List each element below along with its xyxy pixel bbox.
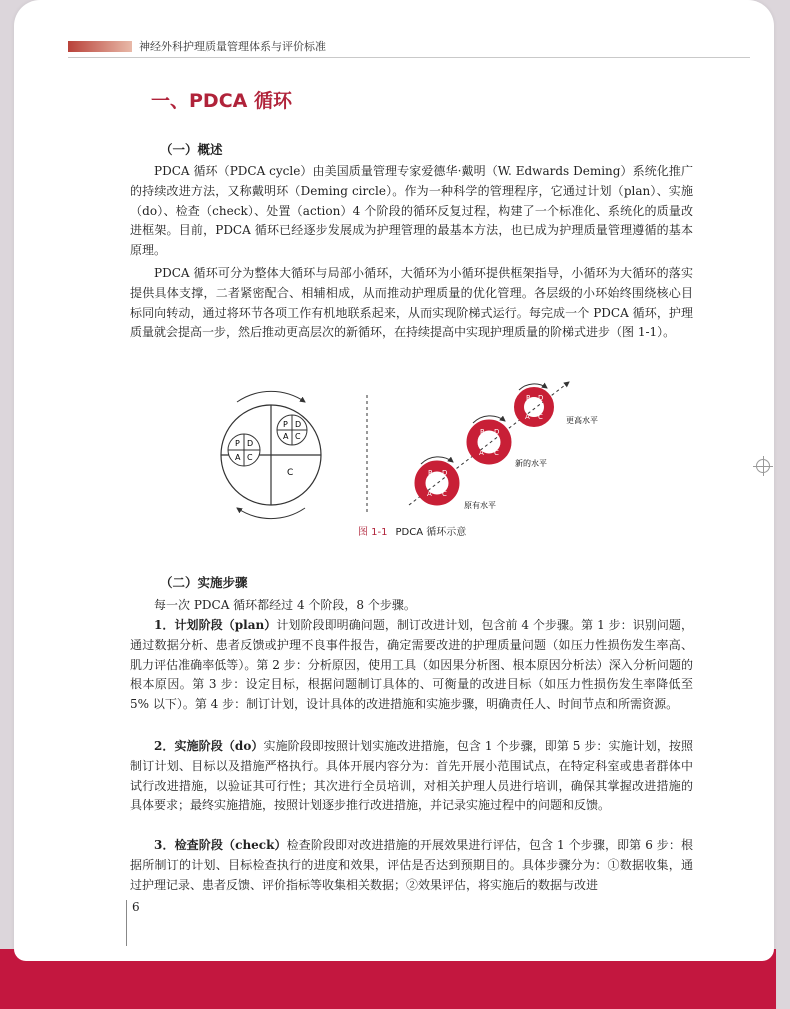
book-page: [14, 0, 774, 1009]
level-label-original: 原有水平: [464, 501, 496, 510]
overview-paragraph-1: PDCA 循环（PDCA cycle）由美国质量管理专家爱德华·戴明（W. Edwards Deming）系统化推广的持续改进方法，又称戴明环（Deming circle）。作为一种科学的管理程序，它通过计划（plan）、实施（do）、检查（check）、处置（action）4 个阶段的循环反复过程，构建了一个标准化、系统化的质量改进框架。目前，PDCA 循环已经逐步发展成为护理管理的最基本方法，也已成为护理质量管理遵循的基本原理。: [130, 164, 693, 258]
figure-caption-text: PDCA 循环示意: [395, 527, 467, 538]
steps-intro: 每一次 PDCA 循环都经过 4 个阶段，8 个步骤。: [154, 598, 416, 612]
ring1-letter-a: A: [427, 490, 432, 498]
overview-paragraph-2: PDCA 循环可分为整体大循环与局部小循环，大循环为小循环提供框架指导，小循环为大循环的落实提供具体支撑，二者紧密配合、相辅相成，从而推动护理质量的优化管理。各层级的小环始终围绕核心目标同向转动，通过将环节各项工作有机地联系起来，从而实现阶梯式运行。每完成一个 PDCA 循环，护理质量就会提高一步，然后推动更高层次的新循环，在持续提高中实现护理质量的阶梯式进步（图 1-1）。: [130, 266, 693, 340]
step-do-paragraph: [130, 737, 693, 816]
pdca-figure: [209, 380, 639, 520]
ring1-letter-p: P: [428, 469, 433, 477]
small-cycle-label-d: D: [295, 420, 302, 429]
left-cycle-label-d: D: [247, 439, 254, 448]
steps-heading: （二）实施步骤: [160, 575, 248, 590]
ring3-letter-a: A: [525, 413, 530, 421]
step-plan-text: 计划阶段即明确问题，制订改进计划，包含前 4 个步骤。第 1 步：识别问题，通过数据分析、患者反馈或护理不良事件报告，确定需要改进的护理质量问题（如压力性损伤发生率高、肌力评估准确率低等）。第 2 步：分析原因，使用工具（如因果分析图、根本原因分析法）深入分析问题的根本原因。第 3 步：设定目标，根据问题制订具体的、可衡量的改进目标（如压力性损伤发生率降低至 5% 以下）。第 4 步：制订计划，设计具体的改进措施和实施步骤，明确责任人、时间节点和所需资源。: [130, 618, 693, 712]
ring2-letter-d: D: [494, 428, 500, 436]
registration-mark-icon: [756, 459, 770, 473]
cycle-ring-new: [472, 416, 506, 459]
large-cycle-diagram: [221, 391, 321, 518]
ring2-letter-a: A: [479, 449, 484, 457]
cycle-ring-original: [420, 457, 454, 500]
page-number: 6: [132, 900, 140, 914]
ring1-letter-d: D: [442, 469, 448, 477]
step-plan-title: 1．计划阶段（plan）: [154, 618, 277, 632]
page-number-rule: [126, 900, 127, 946]
level-label-new: 新的水平: [515, 459, 547, 468]
figure-caption: [358, 523, 466, 538]
header-color-bar: [68, 41, 132, 52]
ring2-letter-p: P: [480, 428, 485, 436]
small-cycle-label-p: P: [283, 420, 288, 429]
rotation-arrow-bottom: [237, 508, 305, 519]
ring3-letter-p: P: [526, 394, 531, 402]
left-cycle-label-a: A: [235, 453, 241, 462]
running-header-title: 神经外科护理质量管理体系与评价标准: [139, 40, 326, 53]
small-cycle-label-a: A: [283, 432, 289, 441]
left-cycle-label-c: C: [247, 453, 253, 462]
step-check-paragraph: [130, 836, 693, 895]
header-rule: [68, 57, 750, 58]
rotation-arrow-top: [237, 391, 305, 402]
page-bottom-curve: [14, 949, 774, 961]
small-cycle-label-c: C: [295, 432, 301, 441]
step-plan-paragraph: [130, 616, 693, 715]
ring3-letter-d: D: [538, 394, 544, 402]
cycle-ring-higher: [519, 384, 549, 422]
overview-heading: （一）概述: [160, 142, 223, 157]
section-title: 一、PDCA 循环: [151, 90, 292, 112]
big-cycle-label-c: C: [287, 468, 294, 478]
ring2-letter-c: C: [494, 449, 499, 457]
ring3-letter-c: C: [538, 413, 543, 421]
step-do-text: 实施阶段即按照计划实施改进措施，包含 1 个步骤，即第 5 步：实施计划，按照制订计划、目标以及措施严格执行。具体开展内容分为：首先开展小范围试点，在特定科室或患者群体中试行改进措施，以验证其可行性；其次进行全员培训，对相关护理人员进行培训，确保其掌握改进措施的具体要求；最终实施措施，按照计划逐步推行改进措施，并记录实施过程中的问题和反馈。: [130, 739, 694, 813]
figure-caption-number: 图 1-1: [358, 527, 388, 538]
level-label-higher: 更高水平: [566, 416, 598, 425]
ring1-letter-c: C: [442, 490, 447, 498]
ascending-cycles: [409, 382, 598, 510]
left-cycle-label-p: P: [235, 439, 240, 448]
step-check-title: 3．检查阶段（check）: [154, 838, 287, 852]
step-check-text: 检查阶段即对改进措施的开展效果进行评估，包含 1 个步骤，即第 6 步：根据所制订的计划、目标检查执行的进度和效果，评估是否达到预期目的。具体步骤分为：①数据收集，通过护理记录、患者反馈、评价指标等收集相关数据；②效果评估，将实施后的数据与改进: [130, 838, 694, 892]
step-do-title: 2．实施阶段（do）: [154, 739, 264, 753]
